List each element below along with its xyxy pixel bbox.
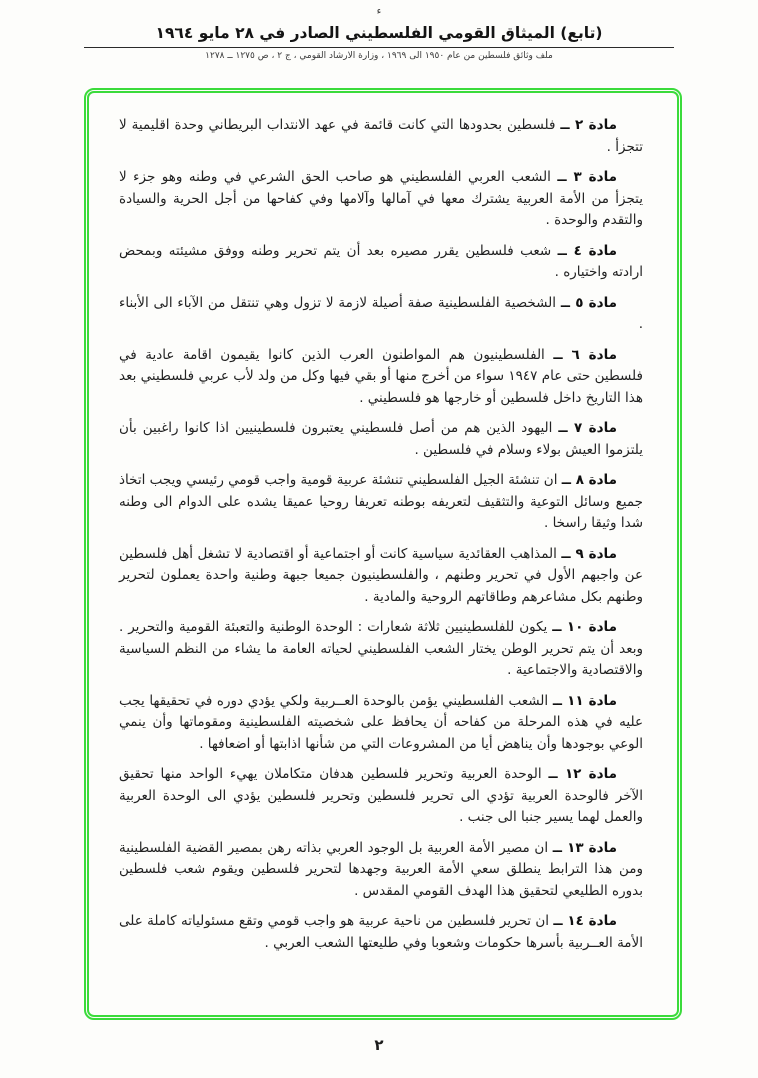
article-paragraph-11 [119, 691, 643, 756]
article-label: مادة ٥ ــ [560, 294, 617, 311]
article-label: مادة ٨ ــ [561, 472, 617, 488]
charter-text-frame [84, 88, 682, 1020]
article-paragraph-3 [119, 167, 643, 232]
article-label: مادة ١٢ ــ [548, 766, 618, 782]
article-label: مادة ٤ ــ [557, 242, 617, 259]
article-paragraph-4 [119, 241, 643, 284]
article-text: الشخصية الفلسطينية صفة أصيلة لازمة لا تزول وهي تنتقل من الآباء الى الأبناء . [119, 294, 643, 332]
article-text: شعب فلسطين يقرر مصيره بعد أن يتم تحرير وطنه ووفق مشيئته وبمحض ارادته واختياره . [119, 242, 643, 280]
article-text: الشعب العربي الفلسطيني هو صاحب الحق الشرعي في وطنه وهو جزء لا يتجزأ من الأمة العربية يشترك معها في آمالها وآلامها وفي كفاحها من أجل الحرية والسيادة والتقدم والوحدة . [119, 169, 643, 228]
article-text: فلسطين بحدودها التي كانت قائمة في عهد الانتداب البريطاني وحدة اقليمية لا تتجزأ . [119, 117, 643, 155]
article-text: المذاهب العقائدية سياسية كانت أو اجتماعية أو اقتصادية لا تشغل أهل فلسطين عن واجبهم الأول في تحرير وطنهم ، والفلسطينيون جميعا جبهة وطنية واحدة يعملون لتحرير وطنهم بكل مشاعرهم وطاقاتهم الروحية والمادية . [119, 545, 643, 605]
article-label: مادة ١٠ ــ [552, 619, 617, 635]
article-text: ان تنشئة الجيل الفلسطيني تنشئة عربية قومية واجب قومي رئيسي ويجب اتخاذ جميع وسائل التوعية والتثقيف لتعريفه بوطنه تعريفا روحيا عميقا يشده على الدوام الى وطنه شدا وثيقا راسخا . [119, 472, 643, 531]
document-title: (تابع) الميثاق القومي الفلسطيني الصادر في ٢٨ مايو ١٩٦٤ [155, 24, 603, 42]
article-text: اليهود الذين هم من أصل فلسطيني يعتبرون فلسطينيين اذا كانوا راغبين بأن يلتزموا العيش بولاء وسلام في فلسطين . [119, 420, 643, 458]
article-paragraph-12 [119, 764, 643, 829]
article-label: مادة ١٣ ــ [552, 839, 618, 856]
article-paragraph-5 [119, 293, 643, 336]
article-paragraph-13 [119, 838, 643, 903]
article-paragraph-10 [119, 617, 643, 682]
article-text: الفلسطينيون هم المواطنون العرب الذين كانوا يقيمون اقامة عادية في فلسطين حتى عام ١٩٤٧ سواء من أخرج منها أو بقي فيها وكل من ولد لأب عربي فلسطيني بعد هذا التاريخ داخل فلسطين أو خارجها هو فلسطيني . [119, 346, 643, 406]
article-label: مادة ٣ ــ [557, 169, 618, 185]
top-mark: ء [376, 6, 382, 17]
document-header [0, 18, 758, 61]
article-label: مادة ١٤ ــ [553, 913, 617, 929]
article-text: يكون للفلسطينيين ثلاثة شعارات : الوحدة الوطنية والتعبئة القومية والتحرير . وبعد أن يتم تحرير الوطن يختار الشعب الفلسطيني لحياته العامة ما يشاء من النظم السياسية والاقتصادية والاجتماعية . [119, 619, 643, 678]
article-paragraph-7 [119, 418, 643, 461]
header-divider [84, 47, 674, 48]
article-text: ان مصير الأمة العربية بل الوجود العربي بذاته رهن بمصير القضية الفلسطينية ومن هذا الترابط ينطلق سعي الأمة العربية وجهدها لتحرير فلسطين ويقوم شعب فلسطين بدوره الطليعي لتحقيق هذا الهدف القومي المقدس . [119, 839, 643, 899]
article-text: الوحدة العربية وتحرير فلسطين هدفان متكاملان يهيء الواحد منها تحقيق الآخر فالوحدة العربية تؤدي الى تحرير فلسطين وتحرير فلسطين يؤدي الى الوحدة العربية والعمل لهما يسير جنبا الى جنب . [119, 766, 643, 825]
article-paragraph-6 [119, 345, 643, 410]
article-label: مادة ٧ ــ [558, 420, 617, 436]
document-source-line: ملف وثائق فلسطين من عام ١٩٥٠ الى ١٩٦٩ ، وزارة الارشاد القومي ، ج ٢ ، ص ١٢٧٥ ــ ١٢٧٨ [205, 51, 553, 61]
article-paragraph-2 [119, 115, 643, 158]
article-paragraph-9 [119, 544, 643, 609]
article-text: ان تحرير فلسطين من ناحية عربية هو واجب قومي وتقع مسئولياته كاملة على الأمة العــربية بأسرها حكومات وشعوبا وفي طليعتها الشعب العربي . [119, 913, 643, 951]
article-paragraph-8 [119, 470, 643, 535]
article-label: مادة ٦ ــ [553, 346, 618, 363]
page-number: ٢ [374, 1036, 384, 1054]
article-paragraph-14 [119, 911, 643, 954]
article-label: مادة ١١ ــ [552, 692, 617, 709]
article-text: الشعب الفلسطيني يؤمن بالوحدة العــربية ولكي يؤدي دوره في تحقيقها يجب عليه في هذه المرحلة من كفاحه أن يحافظ على شخصيته الفلسطينية ومقوماتها وأن ينمي الوعي بوجودها وأن يناهض أيا من المشروعات التي من شأنها اذابتها أو اضعافها . [119, 692, 643, 752]
article-label: مادة ٩ ــ [561, 545, 617, 562]
article-label: مادة ٢ ــ [560, 117, 617, 133]
